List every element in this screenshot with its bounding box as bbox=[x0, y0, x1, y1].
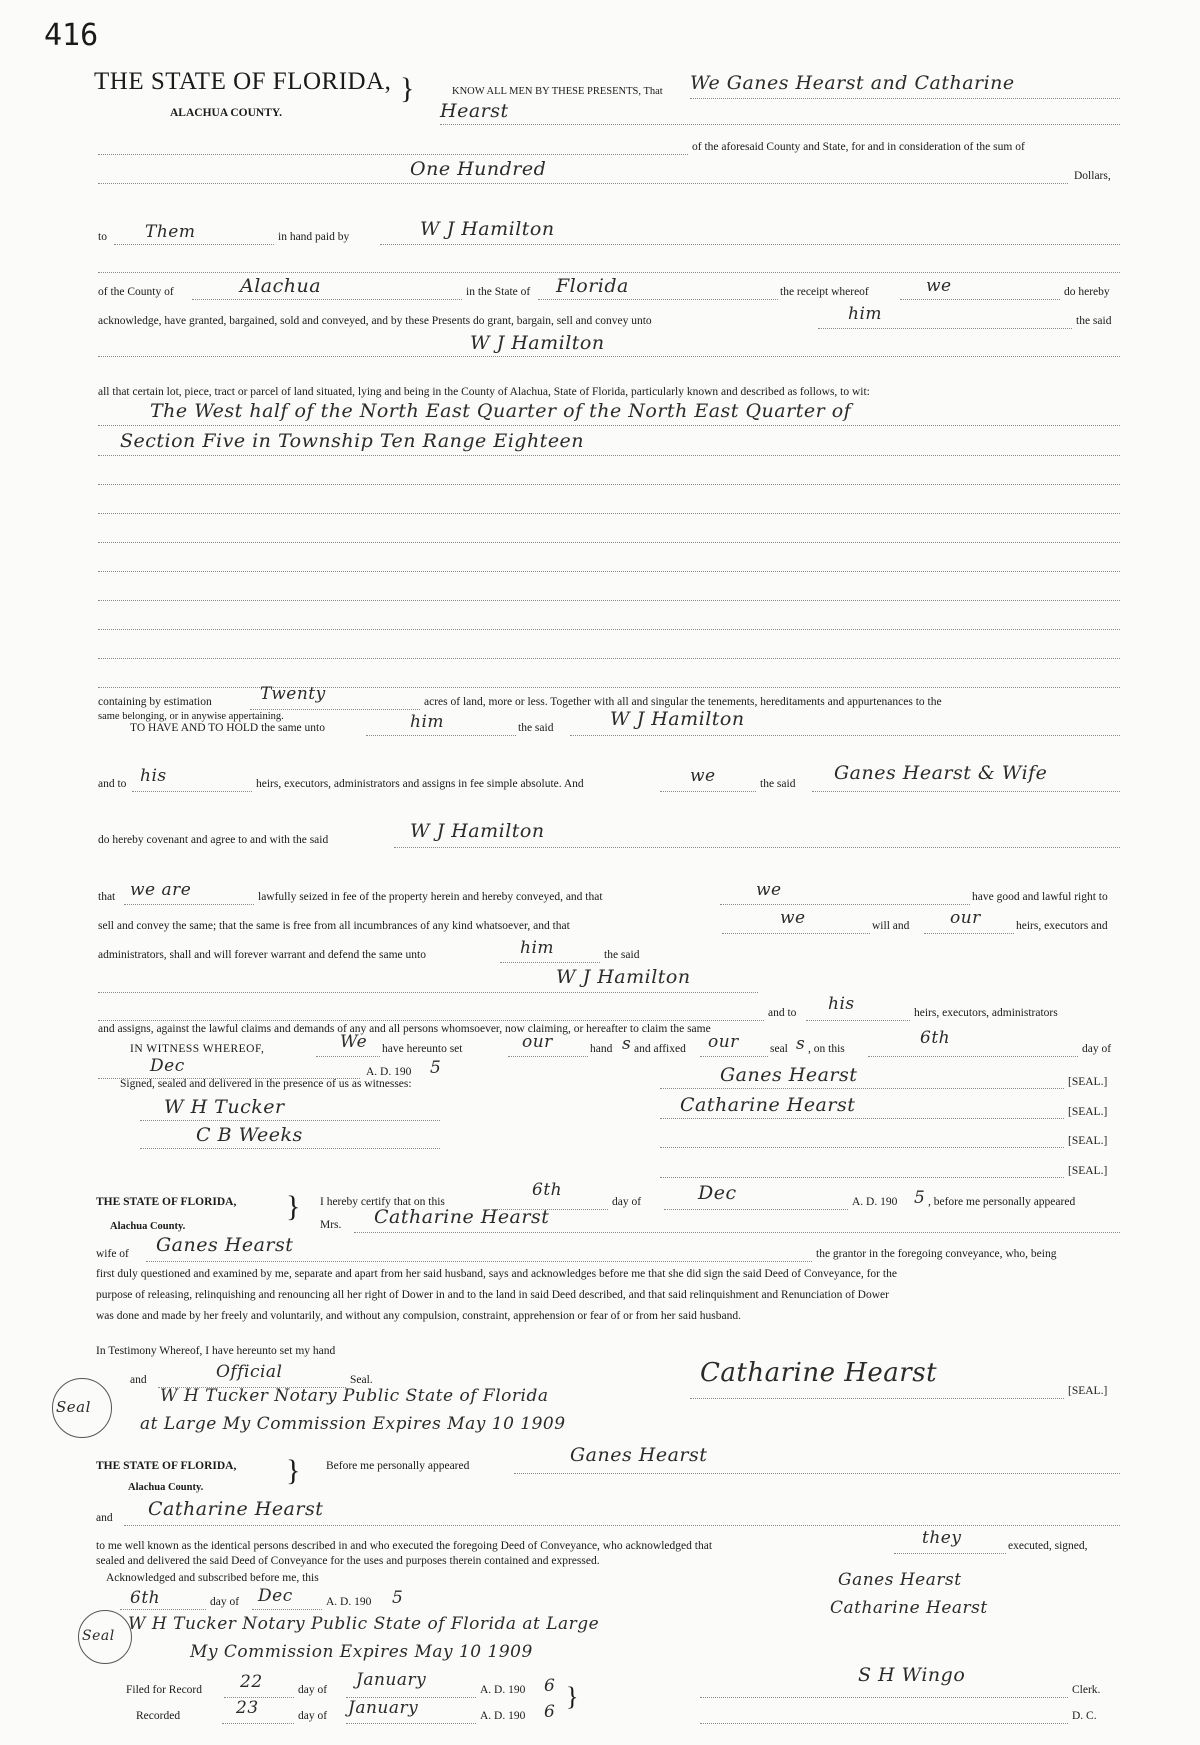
his-handwritten: his bbox=[140, 766, 167, 786]
desc-line bbox=[98, 629, 1120, 630]
witness-our2-line bbox=[700, 1056, 768, 1057]
testimony-text: In Testimony Whereof, I have hereunto set my hand bbox=[96, 1345, 336, 1357]
receipt-line bbox=[900, 299, 1060, 300]
ack-ad-text: A. D. 190 bbox=[326, 1596, 372, 1608]
signature3-line bbox=[660, 1147, 1064, 1148]
rec-day-handwritten: 23 bbox=[236, 1698, 259, 1718]
and-affixed-text: and affixed bbox=[634, 1043, 686, 1055]
rec-year-handwritten: 6 bbox=[544, 1702, 556, 1722]
witness-year-handwritten: 5 bbox=[430, 1058, 442, 1078]
desc-line-1 bbox=[98, 425, 1120, 426]
land-desc-handwritten-1: The West half of the North East Quarter of the North East Quarter of bbox=[150, 400, 852, 422]
covenant-grantee-handwritten: W J Hamilton bbox=[410, 820, 545, 842]
ack-sig1-handwritten: Ganes Hearst bbox=[838, 1570, 962, 1590]
certify-para-2: purpose of releasing, relinquishing and renouncing all her right of Dower in and to the land in said Deed described, and that said relinquishment and Renunciation of Dower bbox=[96, 1289, 889, 1301]
amount-handwritten: One Hundred bbox=[410, 158, 547, 180]
certify-signature-handwritten: Catharine Hearst bbox=[700, 1358, 938, 1388]
ack-sig2-handwritten: Catharine Hearst bbox=[830, 1598, 988, 1618]
signature1-handwritten: Ganes Hearst bbox=[720, 1064, 858, 1086]
grantor-wife-handwritten: Ganes Hearst & Wife bbox=[834, 762, 1048, 784]
seal-label: [SEAL.] bbox=[1068, 1076, 1108, 1088]
certify-month-handwritten: Dec bbox=[698, 1182, 737, 1204]
grantee-line bbox=[98, 356, 1120, 357]
sell-we-handwritten: we bbox=[780, 908, 806, 928]
covenant-line bbox=[394, 847, 1120, 848]
seized-we-handwritten: we bbox=[756, 880, 782, 900]
ack-month-handwritten: Dec bbox=[258, 1586, 293, 1606]
seal-label: [SEAL.] bbox=[1068, 1106, 1108, 1118]
certify-month-line bbox=[664, 1209, 848, 1210]
page-number: 416 bbox=[44, 18, 99, 53]
assigns-his-handwritten: his bbox=[828, 994, 855, 1014]
certify-signature-line bbox=[690, 1398, 1064, 1399]
witness-we-line bbox=[316, 1056, 380, 1057]
to-handwritten: Them bbox=[145, 222, 196, 242]
land-text: all that certain lot, piece, tract or parcel of land situated, lying and being in the County of Alachua, State of Florida, particularly known and described as follows, to wit: bbox=[98, 386, 870, 398]
grantors-handwritten: We Ganes Hearst and Catharine bbox=[690, 72, 1015, 94]
ack-notary-handwritten-1: W H Tucker Notary Public State of Florida at Large bbox=[128, 1614, 600, 1634]
header-state: THE STATE OF FLORIDA, bbox=[94, 68, 392, 95]
official-handwritten: Official bbox=[216, 1362, 283, 1382]
filing-brace: } bbox=[566, 1682, 579, 1711]
certify-state: THE STATE OF FLORIDA, bbox=[96, 1196, 237, 1208]
desc-line bbox=[98, 687, 1120, 688]
filed-month-handwritten: January bbox=[356, 1670, 427, 1690]
recorded-text: Recorded bbox=[136, 1710, 181, 1722]
hand-s-handwritten: s bbox=[622, 1034, 632, 1054]
mrs-text: Mrs. bbox=[320, 1219, 342, 1231]
rec-ad-text: A. D. 190 bbox=[480, 1710, 526, 1722]
day-of-text: day of bbox=[210, 1596, 240, 1608]
certify-notary-handwritten-1: W H Tucker Notary Public State of Florida bbox=[160, 1386, 549, 1406]
header-county: ALACHUA COUNTY. bbox=[170, 107, 283, 119]
seal-s-handwritten: s bbox=[796, 1034, 806, 1054]
witness-our-handwritten: our bbox=[522, 1032, 553, 1052]
ack-day-line bbox=[120, 1609, 206, 1610]
of-county-text: of the County of bbox=[98, 286, 174, 298]
certify-para-3: was done and made by her freely and voluntarily, and without any compulsion, constraint, apprehension or fear of or from her said husband. bbox=[96, 1310, 741, 1322]
signature4-line bbox=[660, 1177, 1064, 1178]
heirs-text: heirs, executors, administrators and assigns in fee simple absolute. And bbox=[256, 778, 584, 790]
witness-ad-text: A. D. 190 bbox=[366, 1066, 412, 1078]
ack-para-2: sealed and delivered the said Deed of Conveyance for the uses and purposes therein contained and expressed. bbox=[96, 1555, 600, 1567]
certify-brace: } bbox=[286, 1190, 301, 1223]
grantors-handwritten-2: Hearst bbox=[440, 100, 509, 122]
certify-ad-text: A. D. 190 bbox=[852, 1196, 898, 1208]
our-line bbox=[924, 933, 1014, 934]
paid-by-text: in hand paid by bbox=[278, 231, 350, 243]
signature2-line bbox=[660, 1118, 1064, 1119]
day-of-text: day of bbox=[612, 1196, 642, 1208]
ack-name2-handwritten: Catharine Hearst bbox=[148, 1498, 324, 1520]
unto-handwritten: him bbox=[848, 304, 883, 324]
to-have-grantee-line bbox=[570, 735, 1120, 736]
to-line bbox=[114, 244, 274, 245]
witness2-handwritten: C B Weeks bbox=[196, 1124, 303, 1146]
grantor-wife-line bbox=[812, 791, 1120, 792]
ack-year-handwritten: 5 bbox=[392, 1588, 404, 1608]
and-text: and bbox=[96, 1512, 113, 1524]
and-text: and bbox=[130, 1374, 147, 1386]
blank-line bbox=[98, 1020, 764, 1021]
witness1-line bbox=[140, 1120, 440, 1121]
ack-name2-line bbox=[124, 1525, 1120, 1526]
certify-notary-handwritten-2: at Large My Commission Expires May 10 1909 bbox=[140, 1414, 566, 1434]
dc-line bbox=[700, 1723, 1068, 1724]
warrant-grantee-handwritten: W J Hamilton bbox=[556, 966, 691, 988]
notary-seal-stamp-text: Seal bbox=[56, 1398, 91, 1416]
acres-text: acres of land, more or less. Together with all and singular the tenements, hereditaments and appurtenances to the bbox=[424, 696, 942, 708]
and-to-text: and to bbox=[98, 778, 127, 790]
ack-day-handwritten: 6th bbox=[130, 1588, 161, 1608]
subscribed-text: Acknowledged and subscribed before me, this bbox=[106, 1572, 319, 1584]
blank-line bbox=[98, 154, 688, 155]
know-all-text: KNOW ALL MEN BY THESE PRESENTS, That bbox=[452, 86, 663, 97]
seized-we-line bbox=[720, 904, 970, 905]
witness2-line bbox=[140, 1148, 440, 1149]
desc-line bbox=[98, 484, 1120, 485]
right-text: have good and lawful right to bbox=[972, 891, 1108, 903]
the-said-text: the said bbox=[604, 949, 640, 961]
ack-brace: } bbox=[286, 1454, 301, 1487]
day-of-text: day of bbox=[1082, 1043, 1112, 1055]
have-set-text: have hereunto set bbox=[382, 1043, 463, 1055]
will-and-text: will and bbox=[872, 920, 910, 932]
the-said-text: the said bbox=[760, 778, 796, 790]
dollars-text: Dollars, bbox=[1074, 170, 1111, 182]
header-brace: } bbox=[400, 72, 415, 105]
receipt-handwritten: we bbox=[926, 276, 952, 296]
warrant-grantee-line bbox=[98, 992, 758, 993]
rec-month-line bbox=[346, 1723, 476, 1724]
ack-seal-stamp-text: Seal bbox=[82, 1628, 115, 1644]
sell-we-line bbox=[722, 933, 870, 934]
amount-line bbox=[98, 183, 1068, 184]
desc-line bbox=[98, 571, 1120, 572]
mrs-handwritten: Catharine Hearst bbox=[374, 1206, 550, 1228]
acres-line bbox=[250, 709, 420, 710]
blank-line bbox=[98, 272, 1120, 273]
ack-month-line bbox=[252, 1609, 322, 1610]
certify-day-handwritten: 6th bbox=[532, 1180, 563, 1200]
state-line bbox=[538, 299, 778, 300]
witness-our2-handwritten: our bbox=[708, 1032, 739, 1052]
executed-text: executed, signed, bbox=[1008, 1540, 1088, 1552]
signature2-handwritten: Catharine Hearst bbox=[680, 1094, 856, 1116]
certify-text: I hereby certify that on this bbox=[320, 1196, 445, 1208]
paid-by-handwritten: W J Hamilton bbox=[420, 218, 555, 240]
warrant-unto-line bbox=[500, 962, 600, 963]
state-handwritten: Florida bbox=[556, 275, 629, 297]
grantors-line-2 bbox=[440, 124, 1120, 125]
in-state-text: in the State of bbox=[466, 286, 531, 298]
ack-name1-line bbox=[514, 1473, 1120, 1474]
containing-text: containing by estimation bbox=[98, 696, 212, 708]
ack-they-handwritten: they bbox=[922, 1528, 962, 1548]
to-have-grantee-handwritten: W J Hamilton bbox=[610, 708, 745, 730]
to-have-unto-handwritten: him bbox=[410, 712, 445, 732]
the-said-text: the said bbox=[518, 722, 554, 734]
seal-label: [SEAL.] bbox=[1068, 1135, 1108, 1147]
grantors-line bbox=[690, 98, 1120, 99]
sell-text: sell and convey the same; that the same is free from all incumbrances of any kind whatsoever, and that bbox=[98, 920, 570, 932]
ack-name1-handwritten: Ganes Hearst bbox=[570, 1444, 708, 1466]
receipt-text: the receipt whereof bbox=[780, 286, 869, 298]
ack-county: Alachua County. bbox=[128, 1482, 204, 1493]
paid-by-line bbox=[380, 244, 1120, 245]
clerk-text: Clerk. bbox=[1072, 1684, 1101, 1696]
do-hereby-text: do hereby bbox=[1064, 286, 1110, 298]
ack-state: THE STATE OF FLORIDA, bbox=[96, 1460, 237, 1472]
rec-month-handwritten: January bbox=[348, 1698, 419, 1718]
desc-line-2 bbox=[98, 455, 1120, 456]
husband-line bbox=[146, 1261, 812, 1262]
acknowledge-text: acknowledge, have granted, bargained, sold and conveyed, and by these Presents do grant, bargain, sell and convey unto bbox=[98, 315, 652, 327]
day-of-text: day of bbox=[298, 1684, 328, 1696]
witness-day-handwritten: 6th bbox=[920, 1028, 951, 1048]
ack-they-line bbox=[894, 1553, 1006, 1554]
in-witness-text: IN WITNESS WHEREOF, bbox=[130, 1043, 265, 1055]
the-said-text: the said bbox=[1076, 315, 1112, 327]
filed-day-line bbox=[224, 1697, 294, 1698]
land-desc-handwritten-2: Section Five in Township Ten Range Eighteen bbox=[120, 430, 585, 452]
covenant-text: do hereby covenant and agree to and with the said bbox=[98, 834, 329, 846]
unto-line bbox=[818, 328, 1072, 329]
mrs-line bbox=[354, 1232, 1120, 1233]
ack-notary-handwritten-2: My Commission Expires May 10 1909 bbox=[190, 1642, 533, 1662]
warrant-text: administrators, shall and will forever warrant and defend the same unto bbox=[98, 949, 426, 961]
seal-text: Seal. bbox=[350, 1374, 373, 1386]
signed-text: Signed, sealed and delivered in the presence of us as witnesses: bbox=[120, 1078, 412, 1090]
assigns-his-line bbox=[806, 1020, 910, 1021]
witness-our-line bbox=[508, 1056, 588, 1057]
rec-day-line bbox=[222, 1723, 294, 1724]
and-to-text: and to bbox=[768, 1007, 797, 1019]
ack-before-text: Before me personally appeared bbox=[326, 1460, 470, 1472]
dc-text: D. C. bbox=[1072, 1710, 1097, 1722]
witness1-handwritten: W H Tucker bbox=[164, 1096, 285, 1118]
seal-label: [SEAL.] bbox=[1068, 1165, 1108, 1177]
filed-day-handwritten: 22 bbox=[240, 1672, 263, 1692]
our-handwritten: our bbox=[950, 908, 981, 928]
desc-line bbox=[98, 658, 1120, 659]
to-have-line bbox=[366, 735, 516, 736]
heirs-exec-text: heirs, executors and bbox=[1016, 920, 1108, 932]
we-are-line bbox=[124, 904, 254, 905]
seal-text: seal bbox=[770, 1043, 788, 1055]
witness-we-handwritten: We bbox=[340, 1032, 368, 1052]
witness-month-handwritten: Dec bbox=[150, 1056, 185, 1076]
his-line bbox=[132, 791, 252, 792]
certify-county: Alachua County. bbox=[110, 1221, 186, 1232]
certify-para-1: first duly questioned and examined by me, separate and apart from her said husband, says and acknowledges before me that she did sign the said Deed of Conveyance, for the bbox=[96, 1268, 897, 1280]
witness-day-line bbox=[868, 1056, 1078, 1057]
hand-text: hand bbox=[590, 1043, 613, 1055]
filed-ad-text: A. D. 190 bbox=[480, 1684, 526, 1696]
on-this-text: , on this bbox=[808, 1043, 845, 1055]
that-text: that bbox=[98, 891, 116, 903]
desc-line bbox=[98, 513, 1120, 514]
assigns-heirs-text: heirs, executors, administrators bbox=[914, 1007, 1058, 1019]
to-have-text: TO HAVE AND TO HOLD the same unto bbox=[130, 722, 325, 734]
claims-text: and assigns, against the lawful claims and demands of any and all persons whomsoever, now claiming, or hereafter to claim the same bbox=[98, 1023, 711, 1035]
filed-text: Filed for Record bbox=[126, 1684, 203, 1696]
wife-of-text: wife of bbox=[96, 1248, 129, 1260]
clerk-line bbox=[700, 1697, 1068, 1698]
filed-year-handwritten: 6 bbox=[544, 1676, 556, 1696]
husband-handwritten: Ganes Hearst bbox=[156, 1234, 294, 1256]
aforesaid-text: of the aforesaid County and State, for and in consideration of the sum of bbox=[692, 141, 1025, 153]
county-line bbox=[192, 299, 462, 300]
ack-para-1: to me well known as the identical persons described in and who executed the foregoing Deed of Conveyance, who acknowledged that bbox=[96, 1540, 713, 1552]
we-are-handwritten: we are bbox=[130, 880, 192, 900]
certify-year-handwritten: 5 bbox=[914, 1188, 926, 1208]
we-handwritten: we bbox=[690, 766, 716, 786]
clerk-handwritten: S H Wingo bbox=[858, 1664, 966, 1686]
before-text: , before me personally appeared bbox=[928, 1196, 1076, 1208]
day-of-text: day of bbox=[298, 1710, 328, 1722]
warrant-unto-handwritten: him bbox=[520, 938, 555, 958]
county-handwritten: Alachua bbox=[240, 275, 322, 297]
seized-text: lawfully seized in fee of the property herein and hereby conveyed, and that bbox=[258, 891, 603, 903]
signature1-line bbox=[660, 1088, 1064, 1089]
desc-line bbox=[98, 600, 1120, 601]
grantee-handwritten: W J Hamilton bbox=[470, 332, 605, 354]
seal-label: [SEAL.] bbox=[1068, 1385, 1108, 1397]
grantor-text: the grantor in the foregoing conveyance, who, being bbox=[816, 1248, 1057, 1260]
we-line bbox=[660, 791, 756, 792]
desc-line bbox=[98, 542, 1120, 543]
acres-handwritten: Twenty bbox=[260, 684, 326, 704]
to-text: to bbox=[98, 231, 107, 243]
same-belonging-text: same belonging, or in anywise appertaining. bbox=[98, 711, 284, 722]
